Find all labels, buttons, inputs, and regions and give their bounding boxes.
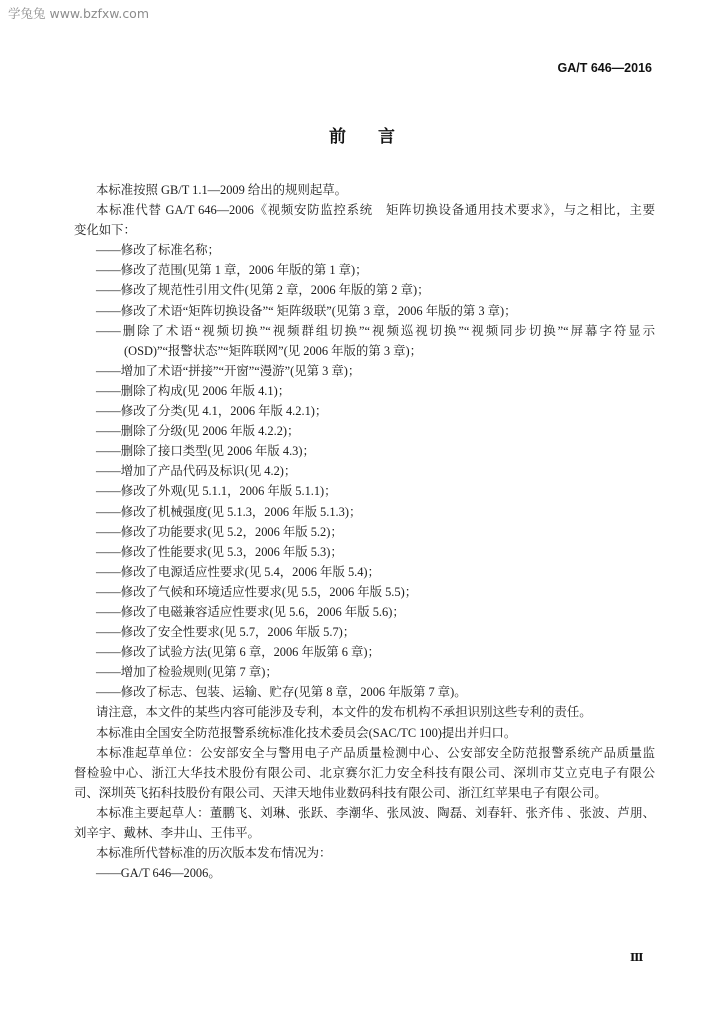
standard-code-header: GA/T 646—2016 (557, 61, 652, 75)
change-item-19: ——修改了安全性要求(见 5.7，2006 年版 5.7)； (96, 625, 356, 640)
drafting-organizations-paragraph (74, 743, 655, 803)
change-item-7: ——删除了构成(见 2006 年版 4.1)； (96, 383, 291, 398)
intro-paragraph-1 (74, 180, 655, 200)
intro-paragraph-1-line-1: 本标准按照 GB/T 1.1—2009 给出的规则起草。 (96, 183, 348, 197)
change-item-1: ——修改了标准名称； (96, 243, 220, 258)
change-item-17: ——修改了气候和环境适应性要求(见 5.5，2006 年版 5.5)； (96, 584, 418, 599)
change-item-18: ——修改了电磁兼容适应性要求(见 5.6，2006 年版 5.6)； (96, 604, 405, 619)
change-item-15: ——修改了性能要求(见 5.3，2006 年版 5.3)； (96, 544, 343, 559)
change-item-13: ——修改了机械强度(见 5.1.3，2006 年版 5.1.3)； (96, 504, 362, 519)
change-item-6: ——增加了术语“拼接”“开窗”“漫游”(见第 3 章)； (96, 363, 361, 378)
intro-paragraph-2-line-2: 变化如下： (74, 223, 136, 238)
drafting-organizations-line-3: 司、深圳英飞拓科技股份有限公司、天津天地伟业数码科技有限公司、浙江红苹果电子有限公司。 (74, 785, 607, 800)
drafting-organizations-line-1: 本标准起草单位：公安部安全与警用电子产品质量检测中心、公安部安全防范报警系统产品质量监 (96, 745, 655, 760)
change-item-10: ——删除了接口类型(见 2006 年版 4.3)； (96, 444, 315, 459)
change-item-11: ——增加了产品代码及标识(见 4.2)； (96, 464, 297, 479)
change-item-14: ——修改了功能要求(见 5.2，2006 年版 5.2)； (96, 524, 343, 539)
drafters-paragraph (74, 803, 655, 843)
change-item-12: ——修改了外观(见 5.1.1，2006 年版 5.1.1)； (96, 484, 337, 499)
change-item-20: ——修改了试验方法(见第 6 章，2006 年版第 6 章)； (96, 645, 380, 660)
change-item-21: ——增加了检验规则(见第 7 章)； (96, 665, 278, 680)
change-item-8: ——修改了分类(见 4.1，2006 年版 4.2.1)； (96, 404, 328, 419)
history-intro-line-1: 本标准所代替标准的历次版本发布情况为： (96, 846, 332, 861)
foreword-body (74, 180, 655, 883)
change-item-5 (74, 321, 655, 361)
change-item-16: ——修改了电源适应性要求(见 5.4，2006 年版 5.4)； (96, 564, 380, 579)
change-list (74, 240, 655, 702)
change-item-4: ——修改了术语“矩阵切换设备”“ 矩阵级联”(见第 3 章，2006 年版的第 3 章)； (96, 303, 517, 318)
change-item-3: ——修改了规范性引用文件(见第 2 章，2006 年版的第 2 章)； (96, 283, 430, 298)
drafting-organizations-line-2: 督检验中心、浙江大华技术股份有限公司、北京赛尔汇力安全科技有限公司、深圳市艾立克电子有限公 (74, 765, 655, 780)
change-item-22: ——修改了标志、包装、运输、贮存(见第 8 章，2006 年版第 7 章)。 (96, 685, 467, 700)
page-title: 前 言 (329, 127, 408, 147)
patent-notice-paragraph (74, 702, 655, 722)
history-list (74, 863, 655, 883)
intro-paragraph-2 (74, 200, 655, 240)
change-item-9: ——删除了分级(见 2006 年版 4.2.2)； (96, 424, 300, 439)
history-item-1: ——GA/T 646—2006。 (96, 866, 221, 881)
page-number: Ⅲ (630, 952, 644, 964)
history-intro-paragraph (74, 843, 655, 863)
patent-notice-line-1: 请注意，本文件的某些内容可能涉及专利，本文件的发布机构不承担识别这些专利的责任。 (96, 705, 592, 720)
drafters-line-1: 本标准主要起草人：董鹏飞、刘琳、张跃、李潮华、张凤波、陶磊、刘春轩、张齐伟 、张波、芦朋、 (96, 805, 655, 820)
change-item-2: ——修改了范围(见第 1 章，2006 年版的第 1 章)； (96, 263, 368, 278)
drafters-line-2: 刘辛宇、戴林、李井山、王伟平。 (74, 826, 260, 840)
change-item-5-line-1: ——删除了术语“视频切换”“视频群组切换”“视频巡视切换”“视频同步切换”“屏幕字符显示 (96, 323, 655, 338)
proposer-paragraph (74, 723, 655, 743)
proposer-line-1: 本标准由全国安全防范报警系统标准化技术委员会(SAC/TC 100)提出并归口。 (96, 725, 517, 740)
site-watermark: 学兔兔 www.bzfxw.com (8, 6, 150, 21)
change-item-5-line-2: (OSD)”“报警状态”“矩阵联网”(见 2006 年版的第 3 章)； (124, 343, 423, 358)
intro-paragraph-2-line-1: 本标准代替 GA/T 646—2006《视频安防监控系统 矩阵切换设备通用技术要求》，与之相比，主要 (96, 203, 655, 218)
